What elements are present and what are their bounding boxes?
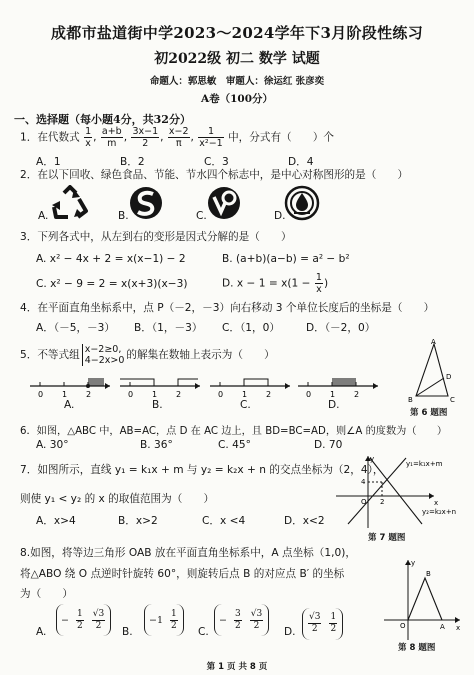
question-5: 5．不等式组 x−2≥0, 4−2x>0 的解集在数轴上表示为（ ） xyxy=(20,344,275,366)
q1-option-d[interactable]: D．4 xyxy=(288,156,314,168)
q2-option-b[interactable]: B. xyxy=(118,210,129,222)
svg-text:y₁=k₁x+m: y₁=k₁x+m xyxy=(406,460,443,468)
q8-option-d-value[interactable]: $\frac{√3}{2}$ $\frac{1}{2}$ xyxy=(302,604,343,640)
q1-option-c[interactable]: C．3 xyxy=(204,156,229,168)
q4-option-c[interactable]: C．（1，0） xyxy=(222,322,280,334)
q8-option-d[interactable]: D. xyxy=(284,626,296,638)
q5-number-line-c xyxy=(208,372,292,400)
figure-7-graph xyxy=(334,452,464,530)
q3-option-d[interactable]: D. x − 1 = x(1 − $\frac{1}{x}$ ) xyxy=(222,272,329,295)
svg-text:1: 1 xyxy=(62,390,68,399)
question-7-line2: 则使 y₁ < y₂ 的 x 的取值范围为（ ） xyxy=(20,493,215,505)
svg-text:2: 2 xyxy=(266,390,272,399)
school-title: 成都市盐道街中学2023～2024学年下3月阶段性练习 xyxy=(50,24,424,42)
exam-title: 初2022级 初二 数学 试题 xyxy=(154,51,320,67)
q4-option-d[interactable]: D．（－2，0） xyxy=(306,322,376,334)
svg-text:x: x xyxy=(456,624,461,632)
q7-option-b[interactable]: B．x>2 xyxy=(118,515,158,527)
svg-text:B: B xyxy=(426,570,431,578)
question-1: 1．在代数式 $\frac{1}{x}$ , $\frac{a+b}{m}$ , $\frac{3x-1}{2}$ , $\frac{x-2}{\pi}$ , $\frac{1}{\text{x²−1}}$ 中，分式有（ ）个 xyxy=(20,126,335,149)
q1-expr-5: $\frac{1}{\text{x²−1}}$ xyxy=(199,126,223,149)
svg-text:2: 2 xyxy=(354,390,360,399)
svg-text:2: 2 xyxy=(380,498,385,506)
svg-text:O: O xyxy=(400,622,406,630)
q5-option-a[interactable]: A. xyxy=(64,399,75,411)
q8-option-c[interactable]: C. xyxy=(198,626,209,638)
q2-option-d[interactable]: D. xyxy=(274,210,286,222)
figure-7-caption: 第 7 题图 xyxy=(368,533,406,543)
svg-text:1: 1 xyxy=(152,390,158,399)
q7-option-a[interactable]: A．x>4 xyxy=(36,515,76,527)
figure-8-caption: 第 8 题图 xyxy=(398,643,436,653)
q5-number-line-a xyxy=(28,372,112,400)
question-2: 2．在以下回收、绿色食品、节能、节水四个标志中，是中心对称图形的是（ ） xyxy=(20,169,409,181)
svg-text:2: 2 xyxy=(86,390,92,399)
q4-option-a[interactable]: A．（－5，－3） xyxy=(36,322,115,334)
recycle-icon xyxy=(50,185,90,221)
figure-6-caption: 第 6 题图 xyxy=(410,408,448,418)
q6-option-b[interactable]: B. 36° xyxy=(140,439,173,451)
q7-option-c[interactable]: C．x <4 xyxy=(202,515,246,527)
question-6: 6．如图，△ABC 中，AB=AC，点 D 在 AC 边上，且 BD=BC=AD，则∠A 的度数为（ ） xyxy=(20,426,448,437)
svg-text:2: 2 xyxy=(176,390,182,399)
q5-option-b[interactable]: B. xyxy=(152,399,163,411)
question-3: 3．下列各式中，从左到右的变形是因式分解的是（ ） xyxy=(20,231,292,243)
svg-text:0: 0 xyxy=(218,390,224,399)
q1-option-b[interactable]: B．2 xyxy=(120,156,145,168)
svg-text:y: y xyxy=(370,455,375,463)
q8-option-b[interactable]: B. xyxy=(122,626,133,638)
q8-option-a[interactable]: A. xyxy=(36,626,47,638)
q5-option-c[interactable]: C. xyxy=(240,399,251,411)
q3-optD-frac: $\frac{1}{x}$ xyxy=(315,272,322,295)
q6-option-a[interactable]: A. 30° xyxy=(36,439,69,451)
svg-text:0: 0 xyxy=(306,390,312,399)
q1-prefix: 1．在代数式 xyxy=(20,131,80,144)
q8-option-c-value[interactable]: − $\frac{3}{2}$ $\frac{√3}{2}$ xyxy=(214,604,269,636)
q1-expr-1: $\frac{1}{x}$ xyxy=(85,126,92,149)
q6-option-c[interactable]: C. 45° xyxy=(218,439,251,451)
svg-text:B: B xyxy=(408,396,413,404)
q4-option-b[interactable]: B．（1，－3） xyxy=(134,322,203,334)
svg-text:D: D xyxy=(446,373,452,381)
svg-text:0: 0 xyxy=(128,390,134,399)
section-heading: 一、选择题（每小题4分，共32分） xyxy=(14,113,191,126)
svg-text:A: A xyxy=(440,623,445,631)
svg-text:4: 4 xyxy=(361,478,366,486)
q5-number-line-b xyxy=(118,372,202,400)
question-8-line2: 将△ABO 绕 O 点逆时针旋转 60°，则旋转后点 B 的对应点 B′ 的坐标 xyxy=(20,568,345,580)
energy-saving-icon xyxy=(206,185,242,221)
q3-option-a[interactable]: A. x² − 4x + 2 = x(x−1) − 2 xyxy=(36,253,186,265)
water-saving-icon xyxy=(284,185,320,221)
question-8-line3: 为（ ） xyxy=(20,588,73,600)
q6-option-d[interactable]: D. 70 xyxy=(314,439,343,451)
q3-option-c[interactable]: C. x² − 9 = 2 = x(x+3)(x−3) xyxy=(36,278,188,290)
q3-option-b[interactable]: B. (a+b)(a−b) = a² − b² xyxy=(222,253,350,265)
q1-expr-2: $\frac{a+b}{m}$ xyxy=(101,126,122,149)
q2-option-a[interactable]: A. xyxy=(38,210,49,222)
svg-text:y₂=k₂x+n: y₂=k₂x+n xyxy=(422,508,457,516)
q7-option-d[interactable]: D．x<2 xyxy=(284,515,325,527)
svg-text:C: C xyxy=(450,396,455,404)
svg-text:1: 1 xyxy=(242,390,248,399)
q5-number-line-d xyxy=(296,372,380,400)
volume-label: A卷（100分） xyxy=(200,93,274,105)
figure-6-triangle xyxy=(404,338,464,408)
question-7: 7．如图所示，直线 y₁ = k₁x + m 与 y₂ = k₂x + n 的交点坐标为（2，4）， xyxy=(20,464,384,476)
authors-line: 命题人：郭思敏 审题人：徐运红 张彦奕 xyxy=(149,76,325,87)
svg-text:O: O xyxy=(361,498,367,506)
question-4: 4．在平面直角坐标系中，点 P（－2，－3）向右移动 3 个单位长度后的坐标是（ ） xyxy=(20,302,435,314)
svg-text:x: x xyxy=(434,499,439,507)
q1-option-a[interactable]: A．1 xyxy=(36,156,61,168)
q5-system: x−2≥0, 4−2x>0 xyxy=(82,344,125,366)
figure-8-triangle xyxy=(374,556,464,642)
svg-text:y: y xyxy=(411,559,416,567)
question-8: 8.如图，将等边三角形 OAB 放在平面直角坐标系中，A 点坐标（1,0)， xyxy=(20,547,356,559)
q2-option-c[interactable]: C. xyxy=(196,210,207,222)
q5-option-d[interactable]: D. xyxy=(328,399,340,411)
q1-suffix: 中，分式有（ ）个 xyxy=(228,131,335,144)
green-food-icon xyxy=(128,185,164,221)
page-footer: 第 1 页 共 8 页 xyxy=(206,662,268,672)
svg-text:1: 1 xyxy=(330,390,336,399)
q8-option-a-value[interactable]: − $\frac{1}{2}$ $\frac{√3}{2}$ xyxy=(56,604,111,636)
q1-expr-4: $\frac{x-2}{\pi}$ xyxy=(168,126,189,149)
svg-text:0: 0 xyxy=(38,390,44,399)
svg-text:A: A xyxy=(431,338,436,346)
q8-option-b-value[interactable]: −1 $\frac{1}{2}$ xyxy=(144,604,184,636)
q1-expr-3: $\frac{3x-1}{2}$ xyxy=(132,126,159,149)
